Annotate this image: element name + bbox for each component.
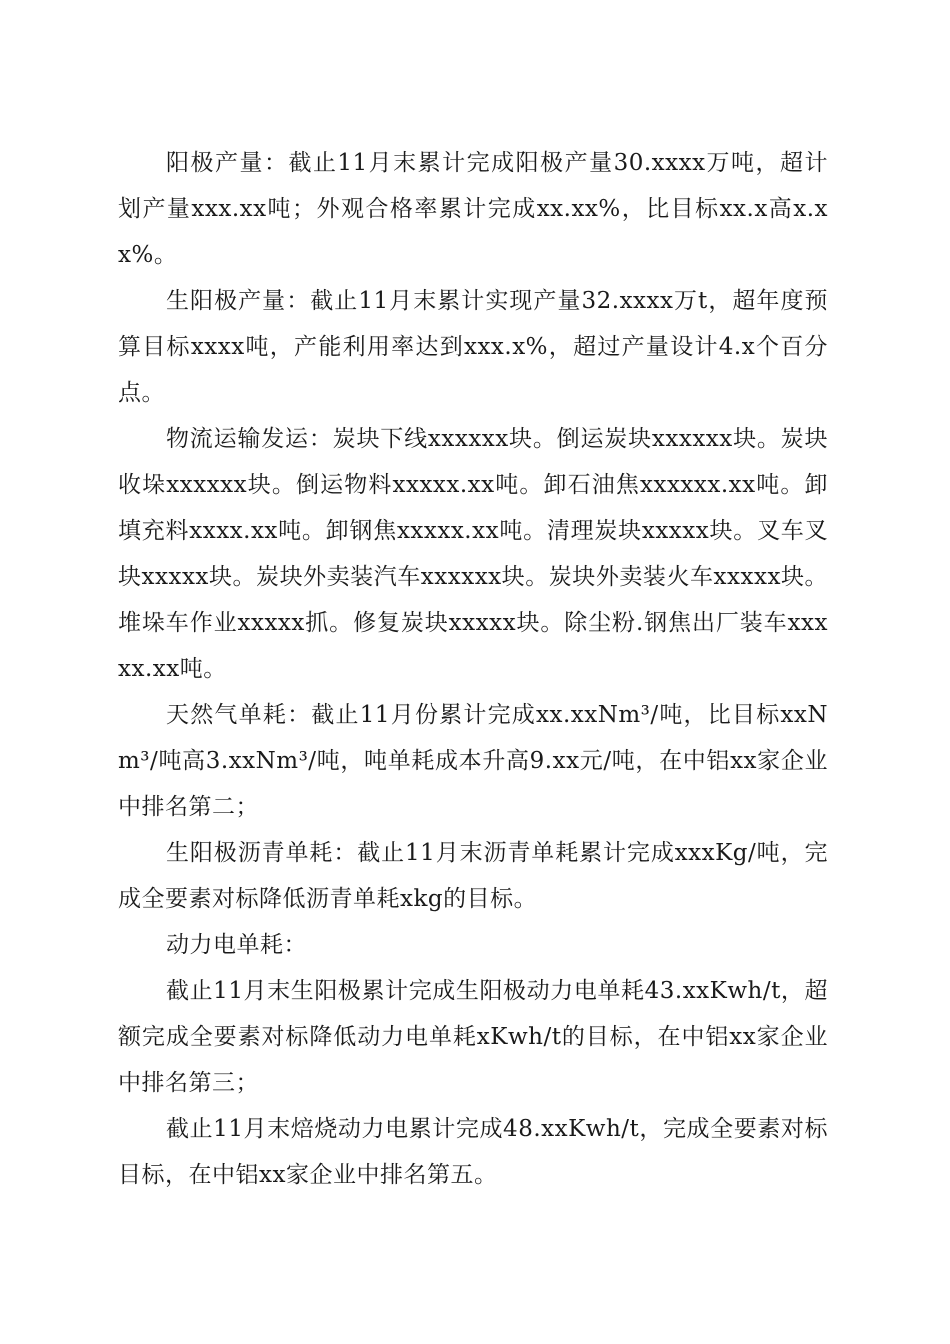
paragraph-logistics: 物流运输发运：炭块下线xxxxxx块。倒运炭块xxxxxx块。炭块收垛xxxxxx块。倒运物料xxxxx.xx吨。卸石油焦xxxxxx.xx吨。卸填充料xxxx.xx吨。卸钢焦xxxxx.xx吨。清理炭块xxxxx块。叉车叉块xxxxx块。炭块外卖装汽车xxxxxx块。炭块外卖装火车xxxxx块。堆垛车作业xxxxx抓。修复炭块xxxxx块。除尘粉.钢焦出厂装车xxxxx.xx吨。 xyxy=(118,426,828,682)
paragraph-power-baking: 截止11月末焙烧动力电累计完成48.xxKwh/t，完成全要素对标目标，在中铝xx家企业中排名第五。 xyxy=(118,1116,828,1188)
paragraph-natural-gas: 天然气单耗：截止11月份累计完成xx.xxNm³/吨，比目标xxNm³/吨高3.xxNm³/吨，吨单耗成本升高9.xx元/吨，在中铝xx家企业中排名第二； xyxy=(118,702,828,820)
paragraph-power-heading: 动力电单耗： xyxy=(166,932,307,958)
document-body xyxy=(118,140,828,1198)
paragraph-green-anode-output: 生阳极产量：截止11月末累计实现产量32.xxxx万t，超年度预算目标xxxx吨，产能利用率达到xxx.x%，超过产量设计4.x个百分点。 xyxy=(118,288,828,406)
paragraph-power-green-anode: 截止11月末生阳极累计完成生阳极动力电单耗43.xxKwh/t，超额完成全要素对标降低动力电单耗xKwh/t的目标，在中铝xx家企业中排名第三； xyxy=(118,978,828,1096)
paragraph-anode-output: 阳极产量：截止11月末累计完成阳极产量30.xxxx万吨，超计划产量xxx.xx吨；外观合格率累计完成xx.xx%，比目标xx.x高x.xx%。 xyxy=(118,150,828,268)
paragraph-pitch-consumption: 生阳极沥青单耗：截止11月末沥青单耗累计完成xxxKg/吨，完成全要素对标降低沥青单耗xkg的目标。 xyxy=(118,840,828,912)
